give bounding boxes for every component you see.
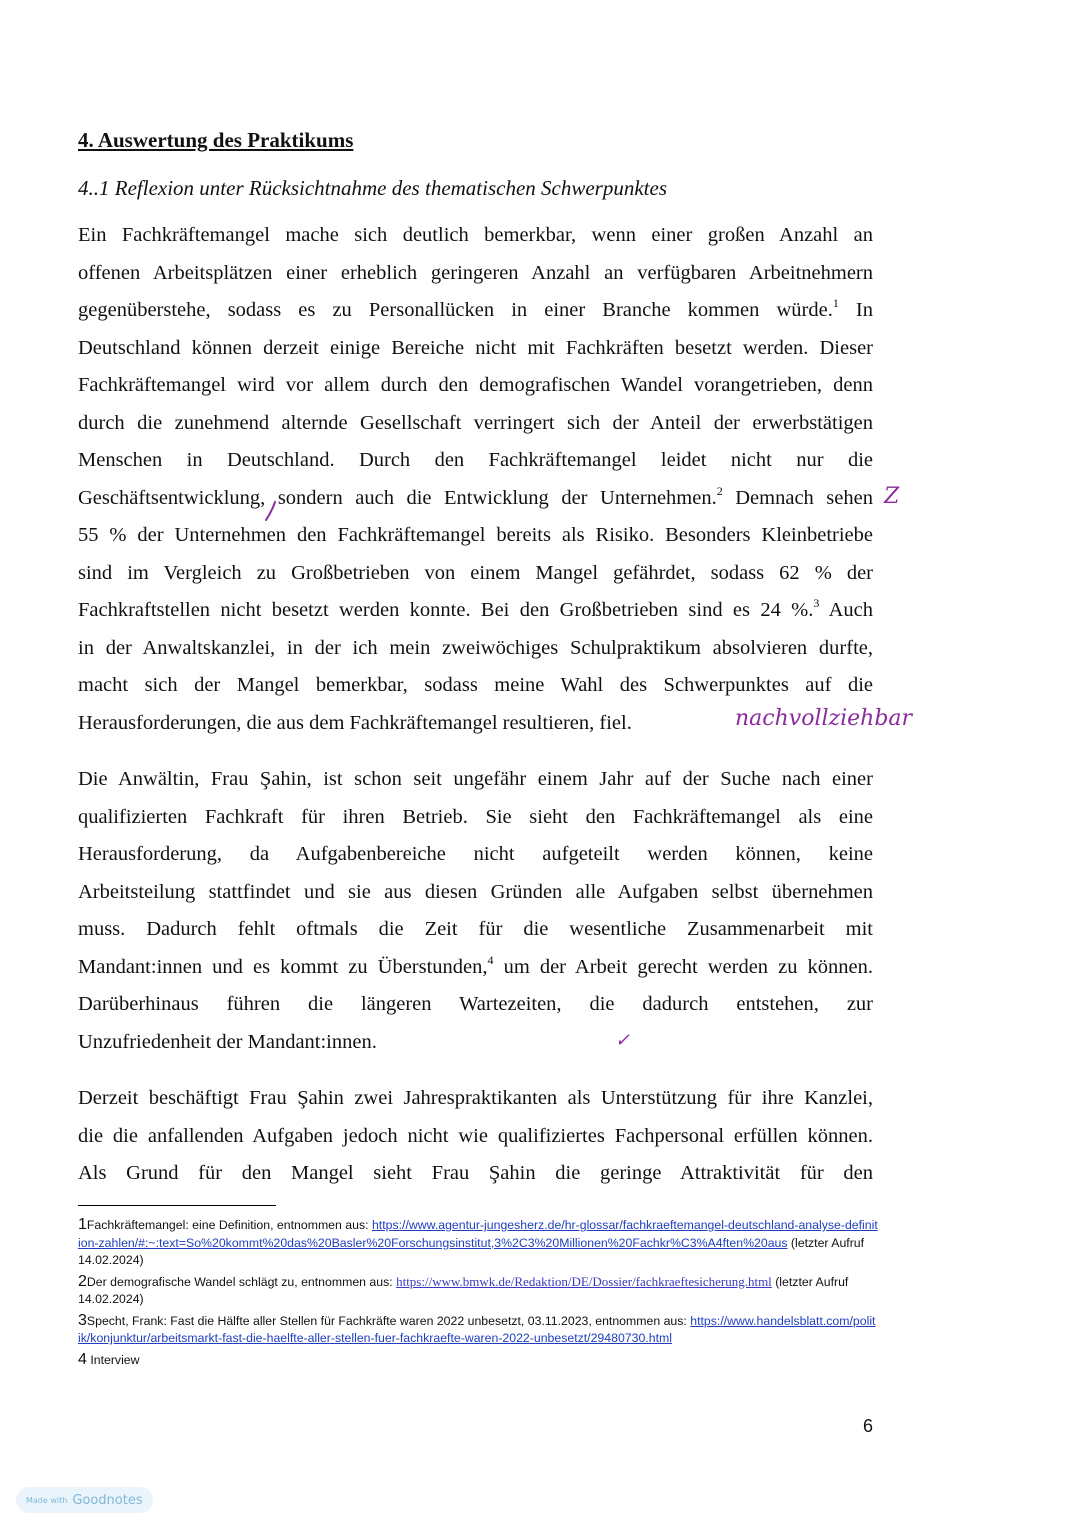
text-segment: gegenüberstehe, sodass es zu Personallücken in einer Branche kommen würde. [78, 299, 833, 321]
footnote-4 [78, 1351, 878, 1370]
paragraph-1 [78, 217, 873, 742]
text-segment: um der Arbeit gerecht werden zu können. [493, 955, 873, 978]
text-line [78, 949, 873, 987]
text-segment: die die anfallenden Aufgaben jedoch nicht wie qualifiziertes Fachpersonal erfüllen können. [78, 1124, 873, 1147]
text-line [78, 517, 873, 555]
text-segment: 55 % der Unternehmen den Fachkräftemangel bereits als Risiko. Besonders Kleinbetriebe [78, 524, 873, 546]
annotation-comment: nachvollziehbar [735, 706, 913, 731]
text-line [78, 1118, 873, 1156]
text-line [78, 255, 873, 293]
text-segment: Geschäftsentwicklung, sondern auch die Entwicklung der Unternehmen. [78, 486, 717, 509]
text-segment: Mandant:innen und es kommt zu Überstunden, [78, 955, 488, 978]
badge-brand: Goodnotes [72, 1492, 143, 1508]
footnote-access-date: (letzter Aufruf 14.02.2024) [78, 1274, 849, 1306]
text-segment: Darüberhinaus führen die längeren Wartezeiten, die dadurch entstehen, zur [78, 993, 873, 1015]
footnote-link[interactable]: https://www.bmwk.de/Redaktion/DE/Dossier/fachkraeftesicherung.html [396, 1273, 772, 1289]
footnote-ref: 1 [832, 296, 839, 310]
footnote-number: 1 [78, 1216, 87, 1233]
text-segment: Fachkraftstellen nicht besetzt werden konnte. Bei den Großbetrieben sind es 24 %. [78, 599, 814, 621]
annotation-check: ✓ [615, 1030, 631, 1051]
text-segment: in der Anwaltskanzlei, in der ich mein zweiwöchiges Schulpraktikum absolvieren durfte, [78, 636, 873, 659]
footnote-text: Specht, Frank: Fast die Hälfte aller Stellen für Fachkräfte waren 2022 unbesetzt, 03.11.2023, entnommen aus: [86, 1313, 691, 1328]
text-line [78, 874, 873, 912]
text-segment: In [838, 299, 873, 321]
text-segment: Fachkräftemangel wird vor allem durch den demografischen Wandel vorangetrieben, denn [78, 374, 873, 396]
text-line [78, 405, 873, 443]
text-line [78, 799, 873, 837]
footnote-ref: 3 [813, 596, 820, 610]
footnote-2 [78, 1273, 878, 1309]
annotation-comma-stroke [264, 500, 278, 522]
page-number: 6 [863, 1416, 874, 1436]
footnote-number: 4 [78, 1350, 87, 1368]
text-segment: sind im Vergleich zu Großbetrieben von einem Mangel gefährdet, sodass 62 % der [78, 561, 873, 584]
annotation-margin-mark: Z [884, 484, 900, 509]
footnote-separator [78, 1205, 276, 1206]
text-segment: Deutschland können derzeit einige Bereiche nicht mit Fachkräften besetzt werden. Dieser [78, 336, 873, 359]
text-line [78, 367, 873, 405]
text-segment: durch die zunehmend alternde Gesellschaft verringert sich der Anteil der erwerbstätigen [78, 411, 873, 434]
text-line [78, 705, 632, 743]
text-line [78, 667, 873, 705]
text-line [78, 986, 873, 1024]
footnote-text: Fachkräftemangel: eine Definition, entnommen aus: [86, 1218, 372, 1232]
footnote-link[interactable]: https://www.handelsblatt.com/politik/konjunktur/arbeitsmarkt-fast-die-haelfte-aller-stellen-fuer-fachkraefte-waren-2022-unbesetzt/29480730.html [78, 1313, 876, 1345]
text-line [78, 330, 873, 368]
text-line [78, 480, 873, 518]
text-line [78, 1080, 873, 1118]
footnotes [78, 1216, 878, 1372]
text-line [78, 555, 873, 593]
text-segment: Als Grund für den Mangel sieht Frau Şahin die geringe Attraktivität für den [78, 1162, 873, 1184]
text-segment: Arbeitsteilung stattfindet und sie aus diesen Gründen alle Aufgaben selbst übernehmen [78, 880, 873, 903]
text-line [78, 1024, 377, 1062]
text-line [78, 836, 873, 874]
footnote-1 [78, 1216, 878, 1270]
text-line [78, 761, 873, 799]
text-segment: Ein Fachkräftemangel mache sich deutlich bemerkbar, wenn einer großen Anzahl an [78, 224, 873, 246]
badge-small-text: Made with [26, 1495, 68, 1505]
text-segment: Unzufriedenheit der Mandant:innen. [78, 1030, 377, 1053]
text-segment: Herausforderungen, die aus dem Fachkräftemangel resultieren, fiel. [78, 711, 632, 734]
footnote-ref: 4 [487, 952, 494, 967]
text-segment: Herausforderung, da Aufgabenbereiche nicht aufgeteilt werden können, keine [78, 843, 873, 865]
text-segment: offenen Arbeitsplätzen einer erheblich geringeren Anzahl an verfügbaren Arbeitnehmern [78, 261, 873, 284]
footnote-link[interactable]: https://www.agentur-jungesherz.de/hr-glossar/fachkraeftemangel-deutschland-analyse-definition-zahlen/#:~:text=So%20kommt%20das%20Basler%20Forschungsinstitut,3%2C3%20Millionen%20Fachkr%C3%A4ften%20aus [78, 1218, 878, 1250]
text-segment: Derzeit beschäftigt Frau Şahin zwei Jahrespraktikanten als Unterstützung für ihre Kanzlei, [78, 1087, 873, 1109]
footnote-text: Der demografische Wandel schlägt zu, entnommen aus: [86, 1274, 397, 1289]
text-segment: Die Anwältin, Frau Şahin, ist schon seit ungefähr einem Jahr auf der Suche nach einer [78, 768, 873, 790]
text-segment: muss. Dadurch fehlt oftmals die Zeit für die wesentliche Zusammenarbeit mit [78, 918, 873, 940]
text-line [78, 911, 873, 949]
text-segment: Auch [819, 599, 873, 621]
paragraph-3 [78, 1080, 873, 1193]
footnote-number: 3 [78, 1311, 87, 1329]
text-line [78, 217, 873, 255]
text-line [78, 442, 873, 480]
footnote-access-date: (letzter Aufruf 14.02.2024) [78, 1235, 865, 1267]
footnote-3 [78, 1312, 878, 1348]
subsection-heading: 4..1 Reflexion unter Rücksichtnahme des thematischen Schwerpunktes [78, 176, 668, 200]
section-heading: 4. Auswertung des Praktikums [78, 128, 354, 152]
goodnotes-badge [16, 1487, 153, 1513]
text-line [78, 1155, 873, 1193]
text-line [78, 292, 873, 330]
footnote-number: 2 [78, 1272, 87, 1290]
text-segment: qualifizierten Fachkraft für ihren Betrieb. Sie sieht den Fachkräftemangel als eine [78, 805, 873, 828]
text-segment: Menschen in Deutschland. Durch den Fachkräftemangel leidet nicht nur die [78, 449, 873, 471]
footnote-text: Interview [86, 1352, 140, 1367]
text-segment: Demnach sehen [722, 486, 873, 509]
text-line [78, 630, 873, 668]
paragraph-2 [78, 761, 873, 1061]
text-line [78, 592, 873, 630]
footnote-ref: 2 [716, 483, 723, 498]
text-segment: macht sich der Mangel bemerkbar, sodass meine Wahl des Schwerpunktes auf die [78, 674, 873, 696]
